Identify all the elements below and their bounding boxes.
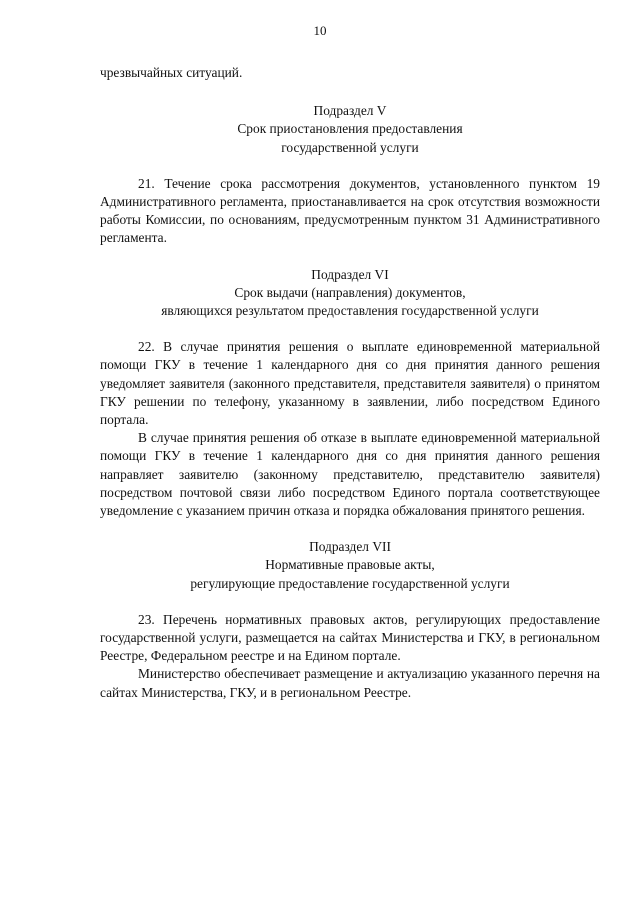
subsection-label: Подраздел VII xyxy=(309,539,391,555)
section-title-line: регулирующие предоставление государственной услуги xyxy=(190,575,510,591)
page-number: 10 xyxy=(313,23,327,38)
subsection-label: Подраздел VI xyxy=(311,266,389,282)
continuation-text: чрезвычайных ситуаций. xyxy=(100,65,243,80)
section-title-line: Нормативные правовые акты, xyxy=(265,557,435,573)
section-heading-vii xyxy=(100,538,600,593)
section-title-line: являющихся результатом предоставления государственной услуги xyxy=(161,303,539,319)
paragraph-23: 23. Перечень нормативных правовых актов, регулирующих предоставление государственной услуги, размещается на сайтах Министерства и ГКУ, в региональном Реестре, Федеральном реестре и на Едином портале. xyxy=(100,611,600,664)
paragraph-23-ministry: Министерство обеспечивает размещение и актуализацию указанного перечня на сайтах Министерства, ГКУ, и в региональном Реестре. xyxy=(100,666,600,700)
section-title-line: Срок приостановления предоставления xyxy=(237,121,463,137)
subsection-label: Подраздел V xyxy=(313,103,387,119)
document-body xyxy=(100,64,600,702)
section-title-line: государственной услуги xyxy=(281,139,419,155)
section-heading-vi xyxy=(100,266,600,321)
section-title-line: Срок выдачи (направления) документов, xyxy=(234,284,466,300)
paragraph-21: 21. Течение срока рассмотрения документов, установленного пунктом 19 Административного регламента, приостанавливается на срок отсутствия возможности работы Комиссии, по основаниям, предусмотренным пунктом 31 Административного регламента. xyxy=(100,175,600,246)
paragraph-22-refusal: В случае принятия решения об отказе в выплате единовременной материальной помощи ГКУ в течение 1 календарного дня со дня принятия данного решения направляет заявителю (законному представителю, представителю заявителя) посредством почтовой связи либо посредством Единого портала соответствующее уведомление с указанием причин отказа и порядка обжалования принятого решения. xyxy=(100,430,600,519)
paragraph-22: 22. В случае принятия решения о выплате единовременной материальной помощи ГКУ в течение 1 календарного дня со дня принятия данного решения уведомляет заявителя (законного представителя, представителя заявителя) о принятом ГКУ решении по телефону, указанному в заявлении, либо посредством Единого портала. xyxy=(100,339,600,428)
section-heading-v xyxy=(100,102,600,157)
